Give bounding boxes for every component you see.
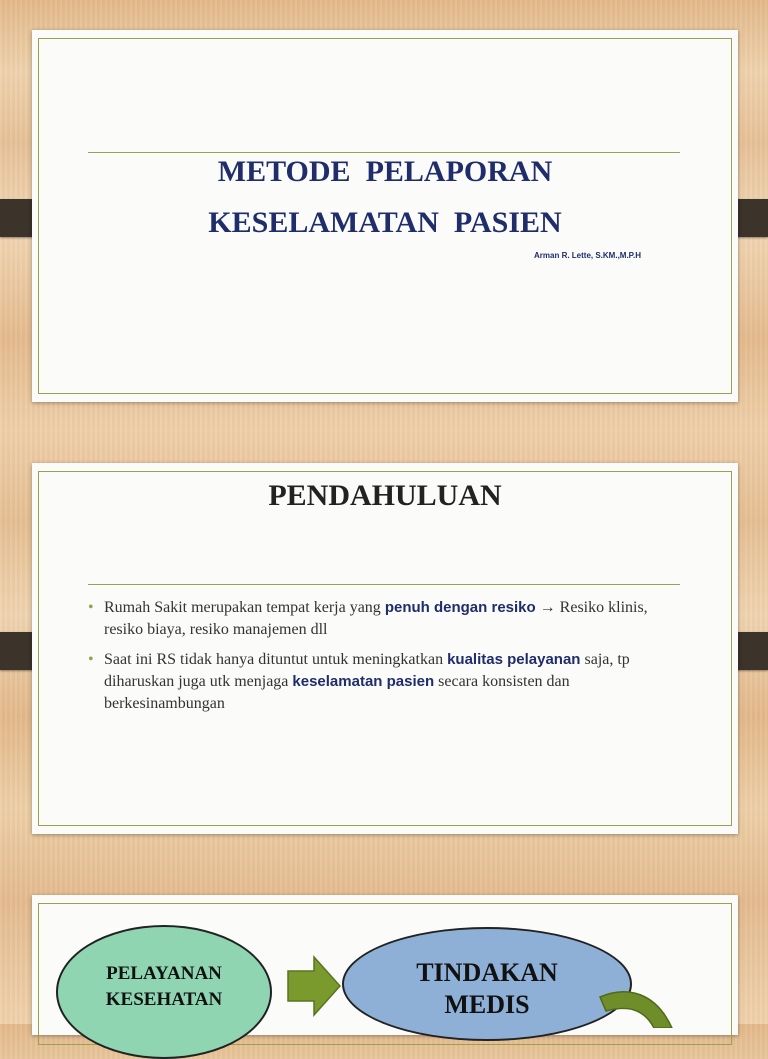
- slide-2-pendahuluan[interactable]: [32, 463, 738, 834]
- bullet-text: → Resiko klinis, resiko biaya, resiko manajemen dll: [104, 599, 648, 638]
- pelayanan-kesehatan-oval: [56, 925, 272, 1059]
- title-line-2: KESELAMATAN PASIEN: [208, 206, 562, 239]
- bullet-highlight: keselamatan pasien: [292, 673, 435, 690]
- slide-1-title[interactable]: [32, 30, 738, 402]
- bullet-dot-icon: •: [88, 651, 94, 668]
- slide-3-diagram[interactable]: [32, 895, 738, 1035]
- bullet-item: [88, 649, 688, 715]
- oval-label-line: TINDAKAN: [416, 958, 558, 987]
- author-name: Arman R. Lette, S.KM.,M.P.H: [534, 251, 641, 260]
- oval-label-line: PELAYANAN: [106, 963, 222, 984]
- title-line-1: METODE PELAPORAN: [217, 155, 553, 188]
- bullet-list: [88, 597, 688, 723]
- bullet-text: saja, tp diharuskan juga utk menjaga: [104, 651, 630, 690]
- bullet-dot-icon: •: [88, 599, 94, 616]
- bullet-item: [88, 597, 688, 641]
- curved-arrow-icon: [598, 983, 688, 1028]
- bullet-text: secara konsisten dan berkesinambungan: [104, 673, 570, 712]
- oval-label: [344, 957, 630, 1021]
- title-rule: [88, 152, 680, 153]
- slide-title: PENDAHULUAN: [268, 479, 502, 512]
- oval-label: [58, 961, 270, 1013]
- oval-label-line: MEDIS: [444, 990, 530, 1019]
- right-arrow-icon: [286, 955, 342, 1017]
- bullet-text: Rumah Sakit merupakan tempat kerja yang: [104, 599, 385, 616]
- title-rule: [88, 584, 680, 585]
- bullet-highlight: kualitas pelayanan: [447, 651, 581, 668]
- oval-label-line: KESEHATAN: [105, 989, 223, 1010]
- bullet-highlight: penuh dengan resiko: [384, 599, 536, 616]
- bullet-text: Saat ini RS tidak hanya dituntut untuk meningkatkan: [104, 651, 448, 668]
